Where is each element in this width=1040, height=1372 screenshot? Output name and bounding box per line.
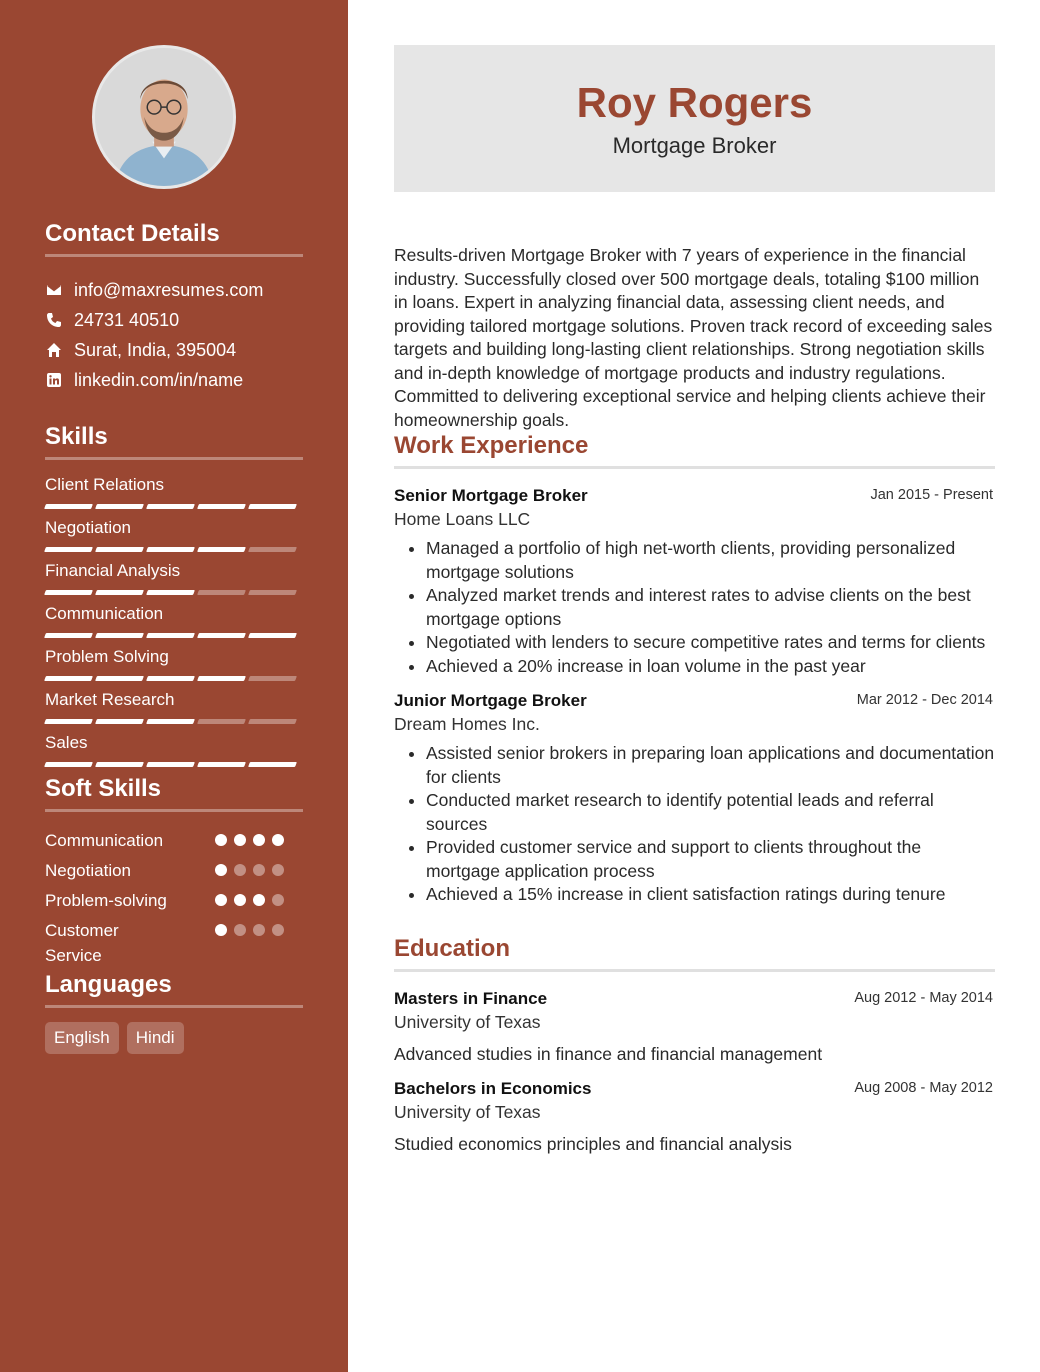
skill-level-segment xyxy=(248,719,297,724)
skill-level-segment xyxy=(95,762,144,767)
skill-level-segment xyxy=(95,719,144,724)
contact-email-text: info@maxresumes.com xyxy=(74,279,264,300)
rating-dot xyxy=(253,834,265,846)
skill-level-segment xyxy=(44,547,93,552)
contact-email[interactable] xyxy=(45,275,303,305)
skill-level-segment xyxy=(146,633,195,638)
soft-skill-name: Negotiation xyxy=(45,861,132,880)
skill-level-bar xyxy=(45,719,303,724)
skill-level-segment xyxy=(44,590,93,595)
skill-name: Market Research xyxy=(45,690,175,709)
soft-skill-row xyxy=(45,888,303,918)
skill-level-segment xyxy=(146,504,195,509)
skill-level-segment xyxy=(248,504,297,509)
skill-row xyxy=(45,689,303,732)
skill-level-segment xyxy=(197,762,246,767)
rating-dot xyxy=(253,894,265,906)
skill-level-segment xyxy=(146,676,195,681)
skill-level-bar xyxy=(45,762,303,767)
skill-level-segment xyxy=(197,676,246,681)
work-entry xyxy=(394,485,995,678)
rating-dot xyxy=(253,864,265,876)
contact-linkedin[interactable] xyxy=(45,365,303,395)
skill-level-segment xyxy=(248,762,297,767)
list-item: • Negotiated with lenders to secure competitive rates and terms for clients xyxy=(426,631,995,655)
languages-section xyxy=(45,971,303,1054)
contact-phone[interactable] xyxy=(45,305,303,335)
soft-skill-row xyxy=(45,828,303,858)
contact-address-text: Surat, India, 395004 xyxy=(74,339,237,360)
candidate-title: Mortgage Broker xyxy=(612,133,777,158)
language-tag: English xyxy=(45,1022,119,1054)
skill-level-segment xyxy=(95,676,144,681)
soft-skills-list xyxy=(45,828,303,968)
soft-skills-section xyxy=(45,775,303,968)
name-header xyxy=(394,45,995,192)
skill-level-segment xyxy=(44,719,93,724)
skill-level-bar xyxy=(45,633,303,638)
skill-level-segment xyxy=(248,676,297,681)
skill-level-segment xyxy=(146,547,195,552)
soft-skill-row xyxy=(45,918,303,968)
list-item: • Analyzed market trends and interest rates to advise clients on the best mortgage options xyxy=(426,584,995,631)
contact-heading: Contact Details xyxy=(45,220,303,257)
skill-level-segment xyxy=(146,590,195,595)
rating-dot xyxy=(234,834,246,846)
skill-level-bar xyxy=(45,547,303,552)
rating-dot xyxy=(272,834,284,846)
skills-heading: Skills xyxy=(45,423,303,460)
skill-level-bar xyxy=(45,590,303,595)
skill-level-segment xyxy=(95,504,144,509)
skill-level-segment xyxy=(44,504,93,509)
skill-level-segment xyxy=(248,633,297,638)
skill-level-segment xyxy=(95,590,144,595)
soft-skills-heading: Soft Skills xyxy=(45,775,303,812)
contact-section xyxy=(45,220,303,395)
company-name: Dream Homes Inc. xyxy=(394,714,540,734)
education-entry xyxy=(394,1078,995,1156)
list-item: • Achieved a 20% increase in loan volume in the past year xyxy=(426,655,995,679)
skill-name: Negotiation xyxy=(45,518,132,537)
skill-name: Sales xyxy=(45,733,88,752)
degree-description: Studied economics principles and financial analysis xyxy=(394,1134,792,1154)
skill-name: Client Relations xyxy=(45,475,165,494)
profile-photo xyxy=(92,45,236,189)
job-dates: Mar 2012 - Dec 2014 xyxy=(856,692,993,708)
language-tag: Hindi xyxy=(127,1022,184,1054)
candidate-name: Roy Rogers xyxy=(576,79,813,126)
linkedin-icon xyxy=(45,371,63,389)
skill-level-segment xyxy=(248,547,297,552)
phone-icon xyxy=(45,311,63,329)
job-title: Junior Mortgage Broker xyxy=(394,691,587,710)
profile-photo-image xyxy=(95,48,233,186)
rating-dot xyxy=(215,834,227,846)
skill-row xyxy=(45,474,303,517)
soft-skill-rating xyxy=(215,864,284,876)
languages-list xyxy=(45,1022,303,1054)
rating-dot xyxy=(272,864,284,876)
job-bullets xyxy=(394,537,995,678)
rating-dot xyxy=(272,924,284,936)
work-entry xyxy=(394,690,995,907)
contact-address xyxy=(45,335,303,365)
soft-skill-name: Customer Service xyxy=(45,921,119,965)
work-experience-heading: Work Experience xyxy=(394,432,995,469)
work-experience-section xyxy=(394,432,995,907)
rating-dot xyxy=(215,924,227,936)
skill-row xyxy=(45,560,303,603)
sidebar xyxy=(0,0,348,1372)
list-item: • Provided customer service and support to clients throughout the mortgage application process xyxy=(426,836,995,883)
rating-dot xyxy=(234,864,246,876)
soft-skill-row xyxy=(45,858,303,888)
skill-name: Problem Solving xyxy=(45,647,169,666)
soft-skill-name: Communication xyxy=(45,831,164,850)
skill-row xyxy=(45,732,303,775)
rating-dot xyxy=(234,894,246,906)
degree-description: Advanced studies in finance and financial management xyxy=(394,1044,823,1064)
soft-skill-name: Problem-solving xyxy=(45,891,167,910)
contact-phone-text: 24731 40510 xyxy=(74,309,180,330)
skill-level-segment xyxy=(197,590,246,595)
list-item: • Conducted market research to identify potential leads and referral sources xyxy=(426,789,995,836)
degree-dates: Aug 2012 - May 2014 xyxy=(854,990,993,1006)
skill-level-segment xyxy=(197,547,246,552)
list-item: • Achieved a 15% increase in client satisfaction ratings during tenure xyxy=(426,883,995,907)
degree-title: Masters in Finance xyxy=(394,989,548,1008)
languages-heading: Languages xyxy=(45,971,303,1008)
skill-level-segment xyxy=(146,762,195,767)
skill-level-segment xyxy=(197,719,246,724)
soft-skill-rating xyxy=(215,924,284,936)
rating-dot xyxy=(272,894,284,906)
skills-list xyxy=(45,474,303,775)
degree-title: Bachelors in Economics xyxy=(394,1079,592,1098)
list-item: • Assisted senior brokers in preparing loan applications and documentation for clients xyxy=(426,742,995,789)
skill-level-bar xyxy=(45,504,303,509)
skill-level-segment xyxy=(44,762,93,767)
home-icon xyxy=(45,341,63,359)
rating-dot xyxy=(215,894,227,906)
rating-dot xyxy=(253,924,265,936)
skill-level-segment xyxy=(44,633,93,638)
soft-skill-rating xyxy=(215,894,284,906)
envelope-icon xyxy=(45,281,63,299)
skill-level-segment xyxy=(197,504,246,509)
summary-text: Results-driven Mortgage Broker with 7 years of experience in the financial industry. Successfully closed over 500 mortgage deals, totaling $100 million in loans. Expert in analyzing financial data, assessing client needs, and providing tailored mortgage solutions. Proven track record of exceeding sales targets and building long-lasting client relationships. Strong negotiation skills and in-depth knowledge of mortgage products and industry regulations. Committed to delivering exceptional service and helping clients achieve their homeownership goals. xyxy=(394,245,993,430)
education-heading: Education xyxy=(394,935,995,972)
education-entry xyxy=(394,988,995,1066)
degree-dates: Aug 2008 - May 2012 xyxy=(854,1080,993,1096)
skill-name: Financial Analysis xyxy=(45,561,181,580)
job-bullets xyxy=(394,742,995,907)
skill-level-segment xyxy=(197,633,246,638)
company-name: Home Loans LLC xyxy=(394,509,531,529)
skill-level-segment xyxy=(248,590,297,595)
rating-dot xyxy=(215,864,227,876)
skill-level-bar xyxy=(45,676,303,681)
skill-row xyxy=(45,517,303,560)
skills-section xyxy=(45,423,303,775)
skill-level-segment xyxy=(146,719,195,724)
skill-row xyxy=(45,646,303,689)
education-section xyxy=(394,935,995,1156)
school-name: University of Texas xyxy=(394,1102,541,1122)
job-dates: Jan 2015 - Present xyxy=(870,487,993,503)
list-item: • Managed a portfolio of high net-worth clients, providing personalized mortgage solutions xyxy=(426,537,995,584)
school-name: University of Texas xyxy=(394,1012,541,1032)
contact-list xyxy=(45,275,303,395)
skill-level-segment xyxy=(95,633,144,638)
skill-row xyxy=(45,603,303,646)
contact-linkedin-text: linkedin.com/in/name xyxy=(74,369,244,390)
rating-dot xyxy=(234,924,246,936)
skill-level-segment xyxy=(44,676,93,681)
soft-skill-rating xyxy=(215,834,284,846)
job-title: Senior Mortgage Broker xyxy=(394,486,588,505)
skill-name: Communication xyxy=(45,604,164,623)
skill-level-segment xyxy=(95,547,144,552)
